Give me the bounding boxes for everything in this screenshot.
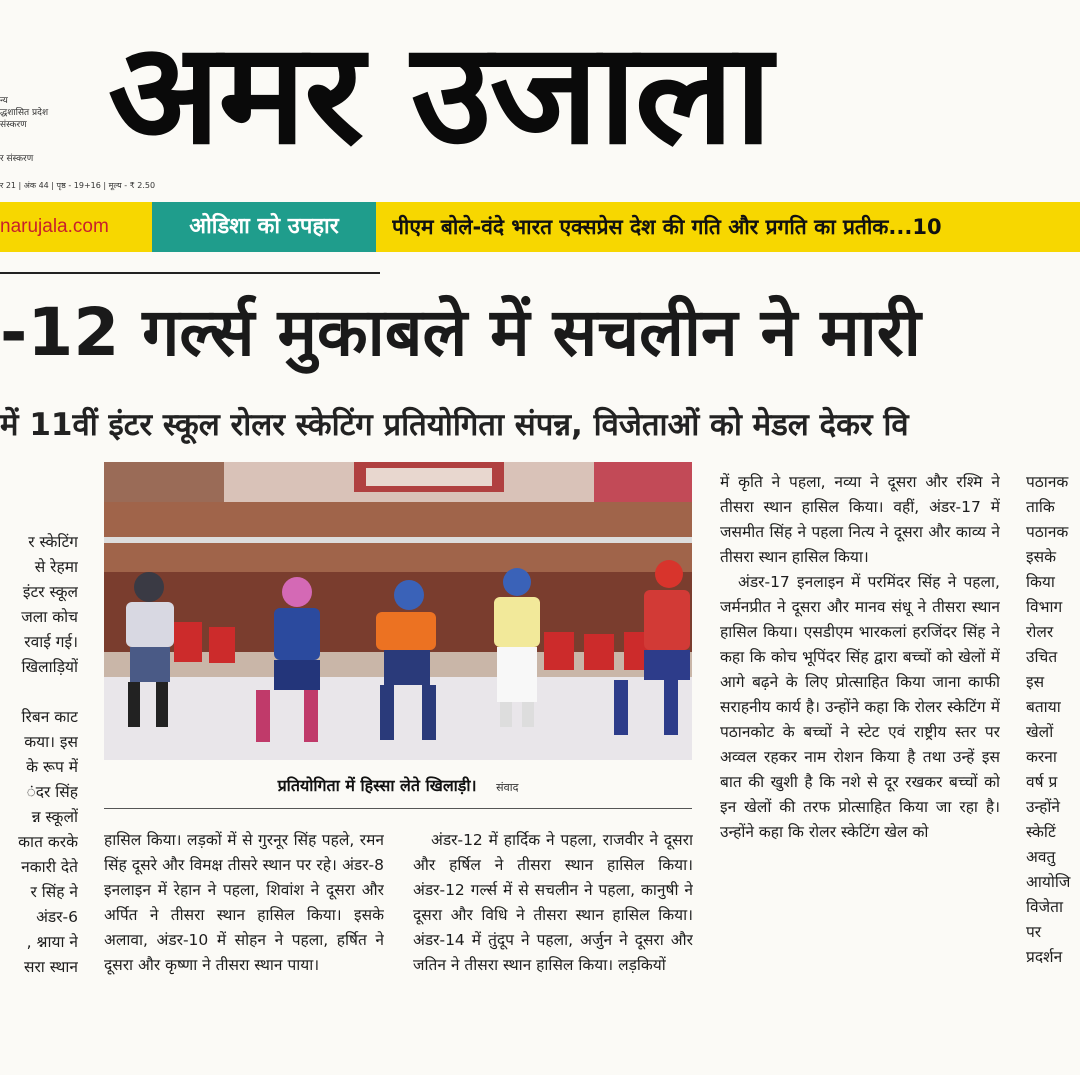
text-line: से रेहमा [34,558,78,576]
article-column-2 [413,828,693,1075]
text-line: प्रदर्शन [1026,948,1063,966]
divider [104,808,692,809]
headline: -12 गर्ल्स मुकाबले में सचलीन ने मारी [0,294,921,371]
text-line: पठानक [1026,473,1069,491]
photo-caption [104,768,692,804]
paragraph: हासिल किया। लड़कों में से गुरनूर सिंह पहले, रमन सिंह दूसरे और विमक्ष तीसरे स्थान पर रहे। अंडर-8 इनलाइन में रेहान ने पहला, शिवांश ने दूसरा और अर्पित ने तीसरा स्थान हासिल किया। इसके अलावा, अंडर-10 में सोहन ने पहला, हर्षित ने दूसरा और कृष्णा ने तीसरा स्थान पाया। [104,831,384,974]
masthead-edition-info [0,95,100,165]
issue-meta: र 21 | अंक 44 | पृष्ठ - 19+16 | मूल्य - ₹ 2.50 [0,181,156,190]
text-line: इस [1026,673,1045,691]
text-line: करना [1026,748,1057,766]
text-line: ताकि [1026,498,1055,516]
text-line: इंटर स्कूल [22,583,78,601]
article-column-1 [104,828,384,1075]
text-line: न्न स्कूलों [31,808,78,826]
text-line: र सिंह ने [30,883,78,901]
ticker-headline: पीएम बोले-वंदे भारत एक्सप्रेस देश की गति और प्रगति का प्रतीक...10 [392,215,942,239]
section-tag: ओडिशा को उपहार [152,202,376,252]
article-column-3 [720,470,1000,1075]
text-line: बताया [1026,698,1061,716]
text-line: , श्नाया ने [26,933,78,951]
text-line: र स्केटिंग [28,533,78,551]
edition-line: संस्करण [0,120,27,130]
text-line: खेलों [1026,723,1054,741]
text-line: पर [1026,923,1042,941]
text-line: जला कोच [21,608,78,626]
website-url[interactable]: narujala.com [0,216,109,237]
subheadline: में 11वीं इंटर स्कूल रोलर स्केटिंग प्रतियोगिता संपन्न, विजेताओं को मेडल देकर वि [0,407,909,443]
text-line: अंडर-6 [36,908,78,926]
text-line: स्केटिं [1026,823,1056,841]
caption-text: प्रतियोगिता में हिस्सा लेते खिलाड़ी। [277,776,477,795]
text-line: पठानक [1026,523,1069,541]
text-line: वर्ष प्र [1026,773,1058,791]
text-line: रोलर [1026,623,1054,641]
news-photo [104,462,692,760]
column-far-right-fragment [1026,470,1080,1075]
text-line: रिबन काट [21,708,78,726]
photo-credit: संवाद [496,781,519,794]
column-left-fragment [0,530,78,1075]
text-line: कया। इस [24,733,78,751]
text-line: इसके [1026,548,1056,566]
edition-line: र संस्करण [0,154,34,164]
text-line: कात करके [18,833,78,851]
text-line: रवाई गई। [24,633,78,651]
text-line: उन्होंने [1026,798,1060,816]
paragraph: में कृति ने पहला, नव्या ने दूसरा और रश्मि ने तीसरा स्थान हासिल किया। वहीं, अंडर-17 में जसमीत सिंह ने पहला नित्य ने दूसरा और काव्य ने तीसरा स्थान हासिल किया। [720,473,1000,566]
text-line: ंदर सिंह [26,783,78,801]
text-line: किया [1026,573,1055,591]
skating-photo-illustration [104,462,692,760]
text-line: विजेता [1026,898,1063,916]
text-line: विभाग [1026,598,1063,616]
text-line: उचित [1026,648,1058,666]
paragraph: अंडर-12 में हार्दिक ने पहला, राजवीर ने दूसरा और हर्षिल ने तीसरा स्थान हासिल किया। अंडर-12 गर्ल्स में से सचलीन ने पहला, कानुषी ने दूसरा और विधि ने तीसरा स्थान हासिल किया। अंडर-14 में तुंदूप ने पहला, अर्जुन ने दूसरा और जतिन ने तीसरा स्थान हासिल किया। लड़कियों [413,831,693,974]
text-line: अवतु [1026,848,1056,866]
newspaper-title: अमर उजाला [108,13,771,176]
edition-line: द्धशासित प्रदेश [0,108,49,118]
text-line: सरा स्थान [23,958,78,976]
text-line: आयोजि [1026,873,1071,891]
divider [0,272,380,274]
paragraph: अंडर-17 इनलाइन में परमिंदर सिंह ने पहला, जर्मनप्रीत ने दूसरा और मानव संधू ने तीसरा स्थान हासिल किया। एसडीएम भारकलां हरजिंदर सिंह ने कहा कि कोच भूपिंदर सिंह द्वारा बच्चों को खेलों में आगे बढ़ने के लिए प्रोत्साहित किया जाना काफी सराहनीय कार्य है। उन्होंने कहा कि रोलर स्केटिंग में पठानकोट के बच्चों ने स्टेट एवं राष्ट्रीय स्तर पर अव्वल रहकर नाम रोशन किया है तथा उन्हें इस बात की खुशी है कि नशे से दूर रखकर बच्चों को इन खेलों की तरफ प्रोत्साहित किया जा रहा है। उन्होंने कहा कि रोलर स्केटिंग खेल को [720,573,1000,841]
text-line: खिलाड़ियों [21,658,78,676]
text-line: के रूप में [26,758,78,776]
edition-line: न्य [0,96,8,106]
text-line: नकारी देते [21,858,78,876]
